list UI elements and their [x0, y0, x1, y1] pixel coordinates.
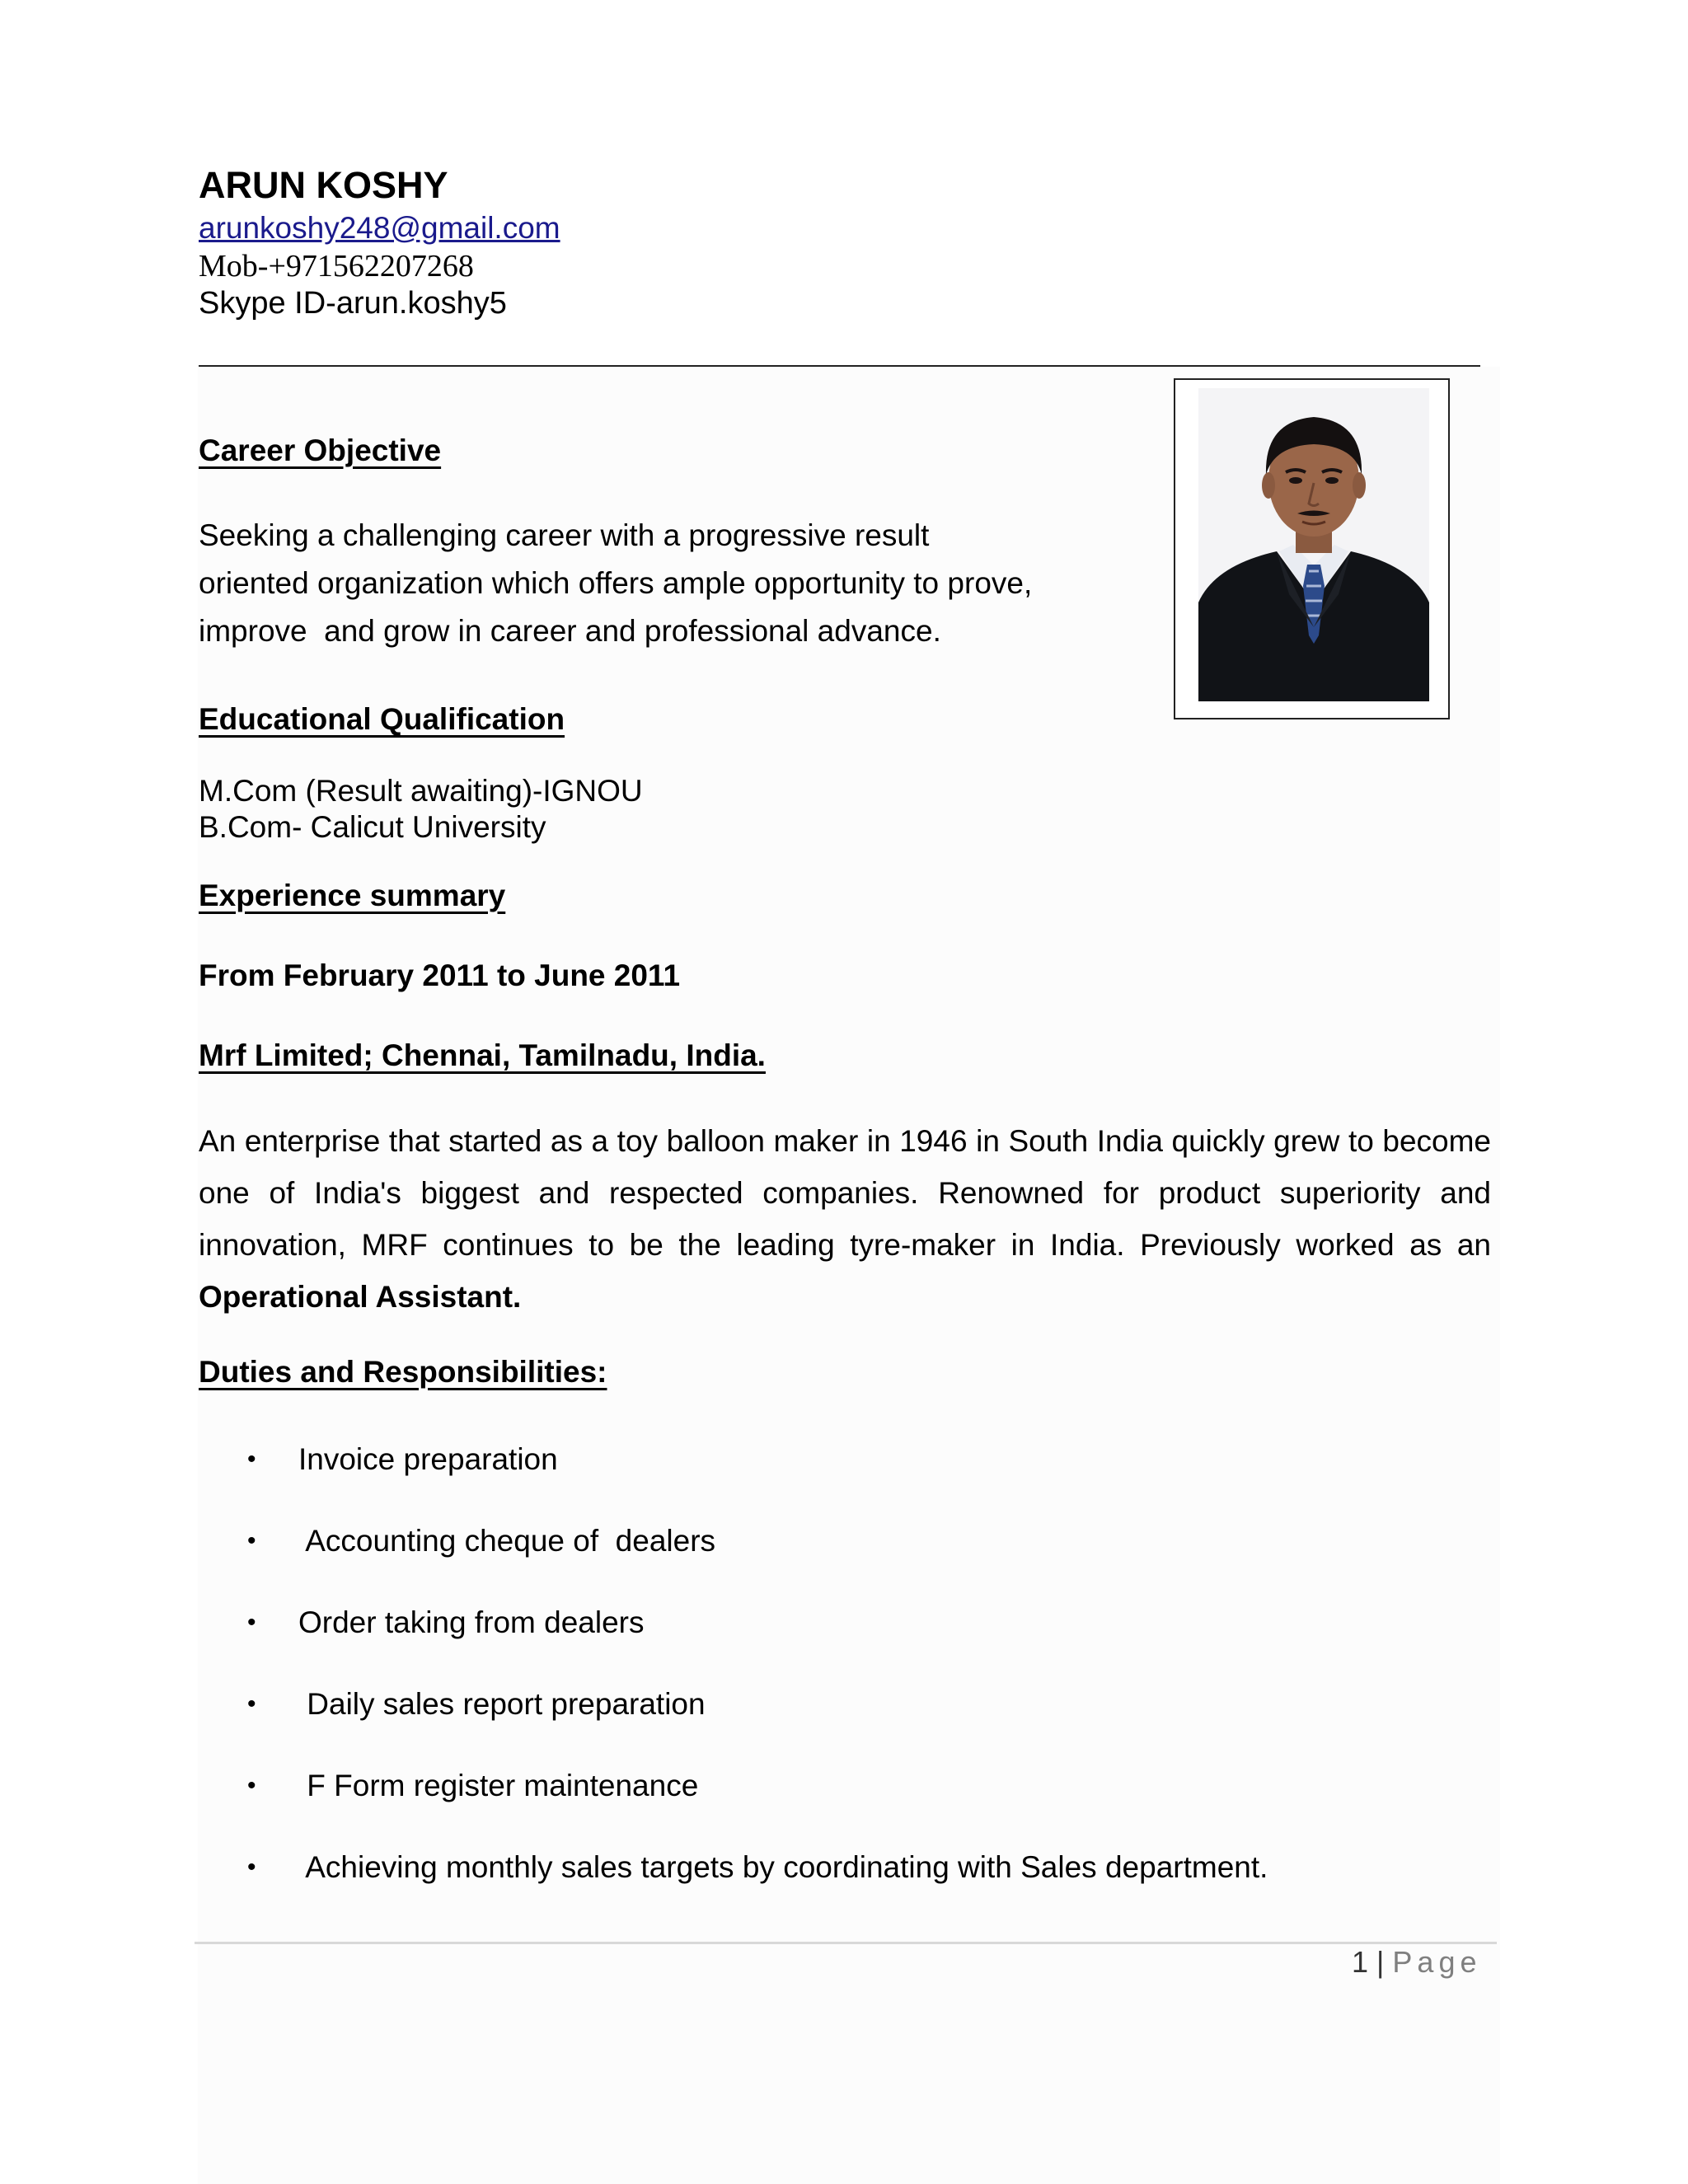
duty-text: Order taking from dealers	[298, 1605, 645, 1639]
duties-heading: Duties and Responsibilities:	[199, 1355, 607, 1389]
career-objective-heading: Career Objective	[199, 434, 442, 467]
duty-text: Achieving monthly sales targets by coordinating with Sales department.	[298, 1850, 1268, 1884]
company-description-text: An enterprise that started as a toy balloon maker in 1946 in South India quickly grew to become one of India's biggest and respected companies. Renowned for product superiority and innovation, MRF continues to be the leading tyre-maker in India. Previously worked as an	[199, 1124, 1491, 1262]
footer-divider	[195, 1942, 1497, 1944]
career-objective-text	[199, 512, 1105, 655]
company-name: Mrf Limited; Chennai, Tamilnadu, India.	[199, 1038, 766, 1072]
objective-line: improve and grow in career and professional advance.	[199, 614, 941, 648]
email-link[interactable]: arunkoshy248@gmail.com	[199, 211, 560, 245]
candidate-name: ARUN KOSHY	[199, 164, 448, 206]
experience-period: From February 2011 to June 2011	[199, 958, 681, 992]
duty-text: Daily sales report preparation	[298, 1687, 706, 1721]
bullet-icon: •	[247, 1690, 256, 1718]
page-number: 1	[1352, 1945, 1369, 1979]
duty-text: Invoice preparation	[298, 1442, 558, 1476]
education-list	[199, 773, 643, 846]
experience-heading: Experience summary	[199, 879, 506, 912]
bullet-icon: •	[247, 1446, 256, 1473]
profile-photo-image	[1198, 388, 1429, 701]
page-footer	[1352, 1945, 1482, 1980]
bullet-icon: •	[247, 1854, 256, 1881]
page-label: Page	[1392, 1945, 1482, 1979]
education-heading: Educational Qualification	[199, 702, 565, 736]
bullet-icon: •	[247, 1527, 256, 1554]
header-divider	[199, 365, 1480, 367]
objective-line: Seeking a challenging career with a progressive result	[199, 518, 930, 552]
objective-line: oriented organization which offers ample opportunity to prove,	[199, 566, 1033, 600]
company-description	[199, 1115, 1491, 1323]
education-item: M.Com (Result awaiting)-IGNOU	[199, 774, 643, 808]
education-item: B.Com- Calicut University	[199, 810, 546, 844]
page-separator: |	[1376, 1945, 1385, 1979]
skype-id: Skype ID-arun.koshy5	[199, 286, 507, 321]
duty-text: Accounting cheque of dealers	[298, 1524, 716, 1558]
job-role: Operational Assistant.	[199, 1280, 522, 1314]
bullet-icon: •	[247, 1609, 256, 1636]
bullet-icon: •	[247, 1772, 256, 1799]
mobile-number: Mob-+971562207268	[199, 249, 474, 284]
profile-photo	[1174, 378, 1450, 719]
duty-text: F Form register maintenance	[298, 1769, 699, 1802]
